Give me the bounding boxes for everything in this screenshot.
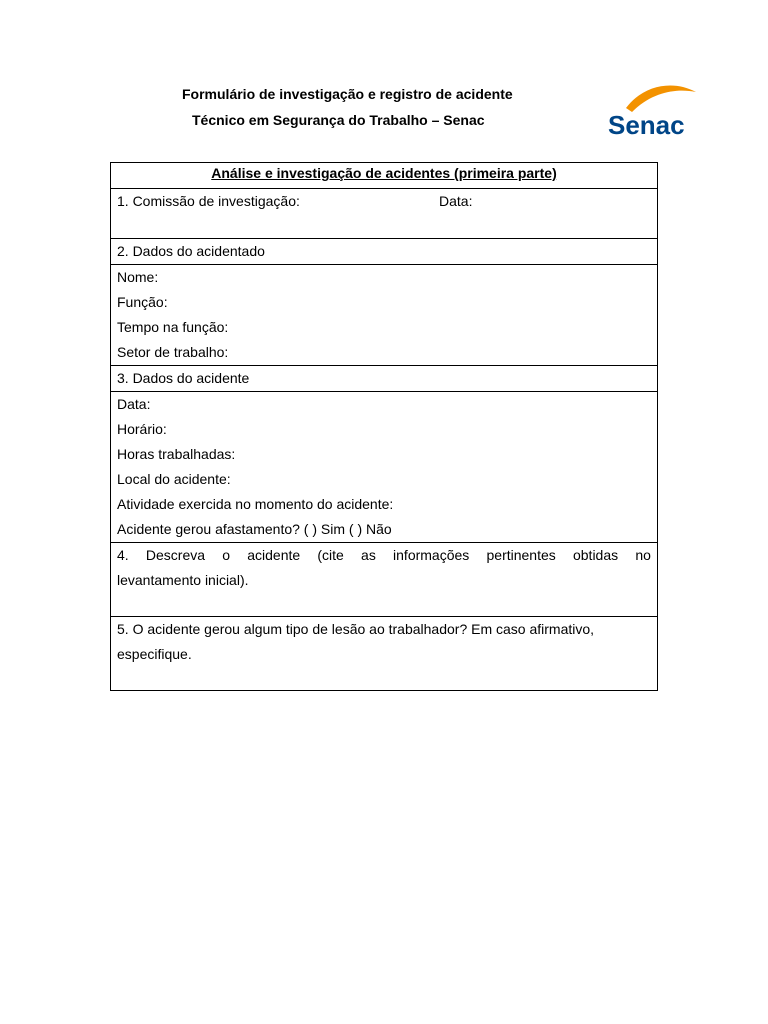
- accident-heading: 3. Dados do acidente: [111, 366, 658, 392]
- form-subtitle: Técnico em Segurança do Trabalho – Senac: [192, 112, 485, 128]
- injury-line-2: especifique.: [117, 646, 192, 662]
- victim-heading: 2. Dados do acidentado: [111, 239, 658, 265]
- accident-form-table: [110, 162, 658, 691]
- injury-row: [111, 617, 658, 691]
- field-work-sector: Setor de trabalho:: [117, 344, 229, 360]
- field-hours-worked: Horas trabalhadas:: [117, 446, 236, 462]
- form-title: Formulário de investigação e registro de acidente: [182, 86, 513, 102]
- senac-logo: [604, 82, 704, 140]
- commission-label: 1. Comissão de investigação:: [117, 193, 300, 209]
- injury-line-1: 5. O acidente gerou algum tipo de lesão ao trabalhador? Em caso afirmativo,: [117, 621, 595, 637]
- commission-date-label: Data:: [439, 193, 473, 209]
- field-time-in-role: Tempo na função:: [117, 319, 229, 335]
- field-role: Função:: [117, 294, 168, 310]
- field-name: Nome:: [117, 269, 159, 285]
- field-location: Local do acidente:: [117, 471, 231, 487]
- svg-text:Senac: Senac: [608, 110, 685, 140]
- section-title: Análise e investigação de acidentes (primeira parte): [111, 163, 658, 189]
- field-activity: Atividade exercida no momento do acidente:: [117, 496, 394, 512]
- describe-row: [111, 543, 658, 617]
- victim-fields: [111, 265, 658, 366]
- field-date: Data:: [117, 396, 151, 412]
- commission-row: [111, 189, 658, 239]
- field-leave: Acidente gerou afastamento? ( ) Sim ( ) Não: [117, 521, 392, 537]
- describe-line-2: levantamento inicial).: [117, 572, 249, 588]
- accident-fields: [111, 392, 658, 543]
- describe-line-1: 4. Descreva o acidente (cite as informações pertinentes obtidas no: [117, 547, 651, 563]
- field-time: Horário:: [117, 421, 167, 437]
